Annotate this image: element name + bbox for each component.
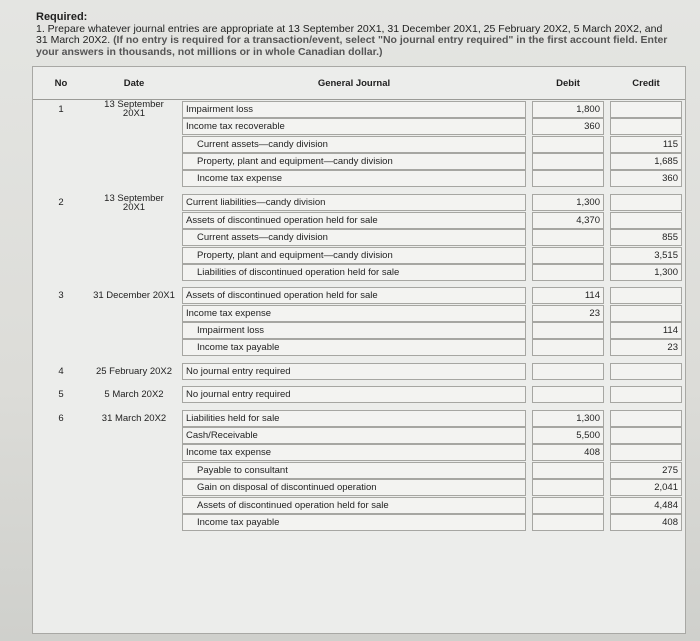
debit-field[interactable] bbox=[532, 497, 604, 514]
journal-row bbox=[33, 514, 685, 531]
credit-field[interactable]: 23 bbox=[610, 339, 682, 356]
entry-number bbox=[33, 462, 89, 479]
debit-field[interactable] bbox=[532, 462, 604, 479]
entry-date bbox=[89, 229, 179, 246]
debit-field[interactable]: 408 bbox=[532, 444, 604, 461]
debit-field[interactable]: 4,370 bbox=[532, 212, 604, 229]
entry-number bbox=[33, 170, 89, 187]
debit-field[interactable]: 23 bbox=[532, 305, 604, 322]
debit-field[interactable] bbox=[532, 247, 604, 264]
debit-field[interactable] bbox=[532, 264, 604, 281]
debit-field[interactable]: 360 bbox=[532, 118, 604, 135]
credit-field[interactable]: 360 bbox=[610, 170, 682, 187]
debit-field[interactable] bbox=[532, 322, 604, 339]
credit-field[interactable] bbox=[610, 444, 682, 461]
account-field[interactable]: Liabilities of discontinued operation held for sale bbox=[182, 264, 526, 281]
entry-number bbox=[33, 118, 89, 135]
instruction-note: (If no entry is required for a transaction/event, select "No journal entry required" in the first account field. Enter your answers in thousands, not millions or in whole Canadian dollar.) bbox=[36, 34, 668, 58]
journal-row bbox=[33, 386, 685, 403]
entry-date bbox=[89, 496, 179, 513]
instruction-text bbox=[36, 24, 676, 59]
credit-field[interactable]: 855 bbox=[610, 229, 682, 246]
journal-row bbox=[33, 135, 685, 152]
entry-number bbox=[33, 322, 89, 339]
entry-number: 1 bbox=[58, 103, 64, 115]
debit-field[interactable]: 1,300 bbox=[532, 194, 604, 211]
account-field[interactable]: Income tax expense bbox=[182, 444, 526, 461]
journal-row bbox=[33, 212, 685, 229]
required-heading: Required: bbox=[36, 11, 88, 23]
account-field[interactable]: Assets of discontinued operation held for sale bbox=[182, 212, 526, 229]
credit-field[interactable]: 3,515 bbox=[610, 247, 682, 264]
entry-number bbox=[33, 135, 89, 152]
account-field[interactable]: Liabilities held for sale bbox=[182, 410, 526, 427]
entry-date bbox=[89, 444, 179, 461]
entry-number bbox=[33, 496, 89, 513]
credit-field[interactable] bbox=[610, 194, 682, 211]
account-field[interactable]: No journal entry required bbox=[182, 363, 526, 380]
credit-field[interactable] bbox=[610, 118, 682, 135]
debit-field[interactable]: 1,300 bbox=[532, 410, 604, 427]
journal-row bbox=[33, 229, 685, 246]
account-field[interactable]: Impairment loss bbox=[182, 322, 526, 339]
debit-field[interactable] bbox=[532, 363, 604, 380]
credit-field[interactable] bbox=[610, 101, 682, 118]
header-no: No bbox=[33, 67, 89, 100]
credit-field[interactable]: 2,041 bbox=[610, 479, 682, 496]
header-journal: General Journal bbox=[179, 67, 529, 100]
journal-row bbox=[33, 496, 685, 513]
debit-field[interactable] bbox=[532, 136, 604, 153]
header-date: Date bbox=[89, 67, 179, 100]
account-field[interactable]: Property, plant and equipment—candy division bbox=[182, 153, 526, 170]
debit-field[interactable] bbox=[532, 479, 604, 496]
entry-date bbox=[89, 246, 179, 263]
journal-body bbox=[33, 100, 685, 532]
account-field[interactable]: No journal entry required bbox=[182, 386, 526, 403]
journal-row bbox=[33, 427, 685, 444]
journal-sheet bbox=[32, 66, 686, 634]
journal-row bbox=[33, 153, 685, 170]
journal-row bbox=[33, 305, 685, 322]
account-field[interactable]: Gain on disposal of discontinued operation bbox=[182, 479, 526, 496]
entry-number: 4 bbox=[58, 365, 64, 377]
journal-row bbox=[33, 322, 685, 339]
credit-field[interactable] bbox=[610, 363, 682, 380]
entry-number bbox=[33, 444, 89, 461]
credit-field[interactable]: 4,484 bbox=[610, 497, 682, 514]
entry-date bbox=[89, 514, 179, 531]
entry-date bbox=[89, 479, 179, 496]
header-credit: Credit bbox=[607, 67, 685, 100]
entry-number: 5 bbox=[58, 389, 64, 401]
account-field[interactable]: Assets of discontinued operation held for sale bbox=[182, 497, 526, 514]
journal-row bbox=[33, 409, 685, 426]
entry-date: 13 September 20X1 bbox=[104, 99, 164, 119]
entry-date bbox=[89, 305, 179, 322]
entry-number bbox=[33, 264, 89, 281]
debit-field[interactable]: 114 bbox=[532, 287, 604, 304]
account-field[interactable]: Payable to consultant bbox=[182, 462, 526, 479]
entry-date bbox=[89, 462, 179, 479]
entry-number bbox=[33, 339, 89, 356]
entry-number bbox=[33, 305, 89, 322]
debit-field[interactable] bbox=[532, 339, 604, 356]
account-field[interactable]: Impairment loss bbox=[182, 101, 526, 118]
credit-field[interactable] bbox=[610, 212, 682, 229]
debit-field[interactable]: 5,500 bbox=[532, 427, 604, 444]
account-field[interactable]: Income tax recoverable bbox=[182, 118, 526, 135]
account-field[interactable]: Current liabilities—candy division bbox=[182, 194, 526, 211]
entry-date bbox=[89, 135, 179, 152]
journal-row bbox=[33, 479, 685, 496]
credit-field[interactable] bbox=[610, 427, 682, 444]
header-debit: Debit bbox=[529, 67, 607, 100]
entry-number bbox=[33, 514, 89, 531]
credit-field[interactable] bbox=[610, 287, 682, 304]
credit-field[interactable]: 115 bbox=[610, 136, 682, 153]
journal-row bbox=[33, 462, 685, 479]
entry-date bbox=[89, 212, 179, 229]
entry-number bbox=[33, 246, 89, 263]
credit-field[interactable]: 275 bbox=[610, 462, 682, 479]
entry-number bbox=[33, 153, 89, 170]
entry-date bbox=[89, 264, 179, 281]
entry-date bbox=[89, 153, 179, 170]
entry-date: 31 December 20X1 bbox=[93, 290, 175, 302]
header-row bbox=[33, 67, 685, 100]
entry-date: 31 March 20X2 bbox=[101, 412, 167, 424]
debit-field[interactable]: 1,800 bbox=[532, 101, 604, 118]
journal-row bbox=[33, 246, 685, 263]
credit-field[interactable]: 1,685 bbox=[610, 153, 682, 170]
entry-number: 3 bbox=[58, 290, 64, 302]
entry-date bbox=[89, 427, 179, 444]
entry-date bbox=[89, 339, 179, 356]
account-field[interactable]: Current assets—candy division bbox=[182, 136, 526, 153]
entry-number bbox=[33, 229, 89, 246]
entry-number: 2 bbox=[58, 197, 64, 209]
account-field[interactable]: Income tax expense bbox=[182, 170, 526, 187]
credit-field[interactable]: 114 bbox=[610, 322, 682, 339]
entry-number bbox=[33, 479, 89, 496]
debit-field[interactable] bbox=[532, 229, 604, 246]
journal-row bbox=[33, 444, 685, 461]
account-field[interactable]: Current assets—candy division bbox=[182, 229, 526, 246]
entry-date bbox=[89, 170, 179, 187]
journal-row bbox=[33, 264, 685, 281]
credit-field[interactable] bbox=[610, 386, 682, 403]
journal-row bbox=[33, 363, 685, 380]
account-field[interactable]: Income tax expense bbox=[182, 305, 526, 322]
entry-number: 6 bbox=[58, 412, 64, 424]
entry-date bbox=[89, 322, 179, 339]
journal-row bbox=[33, 194, 685, 212]
instruction-line: 1. Prepare whatever journal entries are appropriate at 13 September 20X1, 31 December 20X1, 25 February 20X2, 5 March 20X2, and 31 March 20X2. bbox=[36, 22, 663, 46]
account-field[interactable]: Income tax payable bbox=[182, 514, 526, 531]
journal-row bbox=[33, 100, 685, 119]
journal-row bbox=[33, 170, 685, 187]
entry-number bbox=[33, 427, 89, 444]
entry-date: 13 September 20X1 bbox=[104, 192, 164, 213]
account-field[interactable]: Income tax payable bbox=[182, 339, 526, 356]
credit-field[interactable]: 1,300 bbox=[610, 264, 682, 281]
instructions bbox=[36, 12, 676, 58]
entry-date: 5 March 20X2 bbox=[104, 389, 164, 401]
debit-field[interactable] bbox=[532, 170, 604, 187]
journal-row bbox=[33, 118, 685, 135]
debit-field[interactable] bbox=[532, 386, 604, 403]
credit-field[interactable]: 408 bbox=[610, 514, 682, 531]
journal-row bbox=[33, 287, 685, 304]
account-field[interactable]: Property, plant and equipment—candy division bbox=[182, 247, 526, 264]
debit-field[interactable] bbox=[532, 153, 604, 170]
account-field[interactable]: Assets of discontinued operation held for sale bbox=[182, 287, 526, 304]
debit-field[interactable] bbox=[532, 514, 604, 531]
account-field[interactable]: Cash/Receivable bbox=[182, 427, 526, 444]
journal-row bbox=[33, 339, 685, 356]
entry-date bbox=[89, 118, 179, 135]
entry-date: 25 February 20X2 bbox=[95, 365, 173, 377]
journal-table bbox=[33, 67, 685, 531]
credit-field[interactable] bbox=[610, 410, 682, 427]
credit-field[interactable] bbox=[610, 305, 682, 322]
entry-number bbox=[33, 212, 89, 229]
